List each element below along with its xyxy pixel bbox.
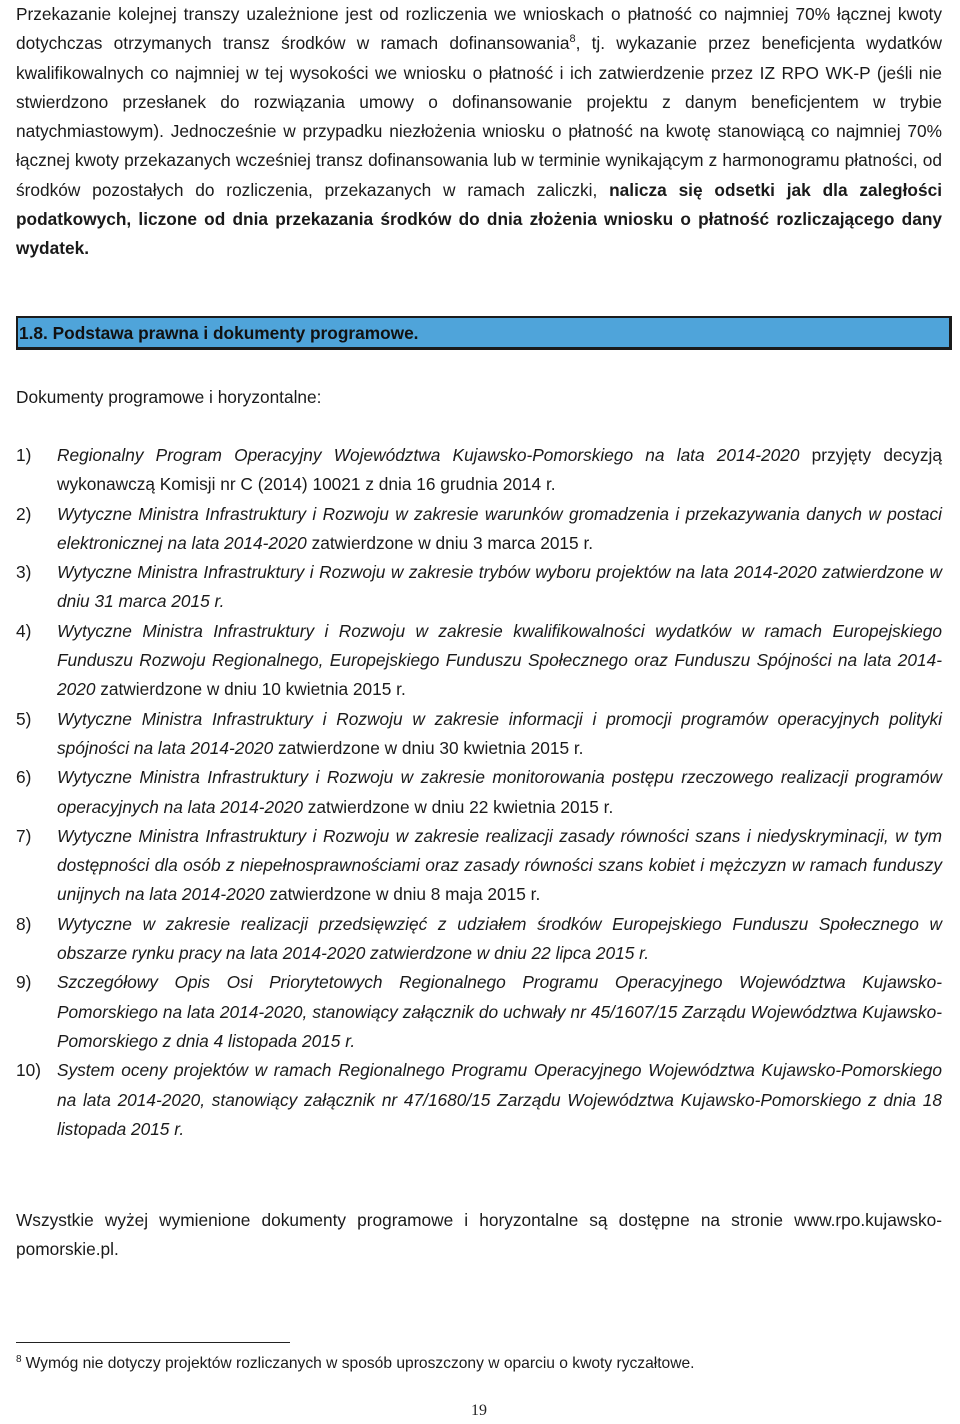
list-item-number: 10) <box>16 1060 41 1081</box>
document-title: Regionalny Program Operacyjny Województwa Kujawsko-Pomorskiego na lata 2014-2020 <box>57 445 800 465</box>
documents-list <box>16 441 942 1144</box>
documents-subheading: Dokumenty programowe i horyzontalne: <box>16 387 322 407</box>
intro-paragraph <box>16 0 942 264</box>
document-approval-note: przyjęty decyzją wykonawczą Komisji nr C (2014) 10021 z dnia 16 grudnia 2014 r. <box>57 445 942 495</box>
list-item-number: 7) <box>16 825 32 846</box>
document-page <box>16 0 942 1419</box>
document-title: Wytyczne Ministra Infrastruktury i Rozwoju w zakresie warunków gromadzenia i przekazywania danych w postaci elektronicznej na lata 2014-2020 <box>57 503 942 553</box>
document-title: System oceny projektów w ramach Regionalnego Programu Operacyjnego Województwa Kujawsko-Pomorskiego na lata 2014-2020, stanowiący załącznik nr 47/1680/15 Zarządu Województwa Kujawsko-Pomorskiego z dnia 18 listopada 2015 r. <box>57 1060 942 1139</box>
intro-text-part2: , tj. wykazanie przez beneficjenta wydatków kwalifikowalnych co najmniej w tej wysokości we wniosku o płatność i ich zatwierdzenie przez IZ RPO WK-P (jeśli nie stwierdzono przesłanek do rozwiązania umowy o dofinansowanie projektu z danym beneficjentem w trybie natychmiastowym). Jednocześnie w przypadku niezłożenia wniosku o płatność na kwotę stanowiącą co najmniej 70% łącznej kwoty przekazanych wcześniej transz dofinansowania lub w terminie wynikającym z harmonogramu płatności, od środków pozostałych do rozliczenia, przekazanych w ramach zaliczki, <box>16 33 942 200</box>
document-title: Wytyczne Ministra Infrastruktury i Rozwoju w zakresie realizacji zasady równości szans i niedyskryminacji, w tym dostępności dla osób z niepełnosprawnościami oraz zasady równości szans kobiet i mężczyzn w ramach funduszy unijnych na lata 2014-2020 <box>57 825 942 905</box>
document-list-item <box>16 617 942 705</box>
document-title: Wytyczne Ministra Infrastruktury i Rozwoju w zakresie monitorowania postępu rzeczowego realizacji programów operacyjnych na lata 2014-2020 <box>57 767 942 817</box>
document-list-item <box>16 910 942 969</box>
document-approval-note: zatwierdzone w dniu 3 marca 2015 r. <box>306 532 594 553</box>
footnote-divider <box>16 1342 290 1343</box>
document-list-item <box>16 441 942 500</box>
list-item-number: 4) <box>16 620 32 641</box>
document-title: Szczegółowy Opis Osi Priorytetowych Regionalnego Programu Operacyjnego Województwa Kujawsko-Pomorskiego na lata 2014-2020, stanowiący załącznik do uchwały nr 45/1607/15 Zarządu Województwa Kujawsko-Pomorskiego z dnia 4 listopada 2015 r. <box>57 972 942 1051</box>
intro-text-part1: Przekazanie kolejnej transzy uzależnione jest od rozliczenia we wnioskach o płatność co najmniej 70% łącznej kwoty dotychczas otrzymanych transz środków w ramach dofinansowania <box>16 4 942 54</box>
document-list-item <box>16 763 942 822</box>
list-item-number: 2) <box>16 503 32 524</box>
document-approval-note: zatwierdzone w dniu 30 kwietnia 2015 r. <box>273 737 584 758</box>
document-list-item <box>16 558 942 617</box>
section-heading-text: 1.8. Podstawa prawna i dokumenty programowe. <box>19 323 419 343</box>
document-approval-note: zatwierdzone w dniu 10 kwietnia 2015 r. <box>95 679 406 700</box>
document-list-item <box>16 968 942 1056</box>
document-list-item <box>16 822 942 910</box>
document-title: Wytyczne Ministra Infrastruktury i Rozwoju w zakresie informacji i promocji programów operacyjnych polityki spójności na lata 2014-2020 <box>57 708 942 758</box>
list-item-number: 3) <box>16 562 32 583</box>
document-list-item <box>16 500 942 559</box>
document-list-item <box>16 1056 942 1144</box>
list-item-number: 5) <box>16 708 32 729</box>
list-item-number: 1) <box>16 445 32 465</box>
document-title: Wytyczne w zakresie realizacji przedsięwzięć z udziałem środków Europejskiego Funduszu Społecznego w obszarze rynku pracy na lata 2014-2020 zatwierdzone w dniu 22 lipca 2015 r. <box>57 913 942 964</box>
document-title: Wytyczne Ministra Infrastruktury i Rozwoju w zakresie trybów wyboru projektów na lata 2014-2020 zatwierdzone w dniu 31 marca 2015 r. <box>57 562 942 612</box>
footnote-text: Wymóg nie dotyczy projektów rozliczanych w sposób uproszczony w oparciu o kwoty ryczałtowe. <box>25 1355 695 1372</box>
footnote-marker: 8 <box>16 1354 22 1365</box>
list-item-number: 6) <box>16 767 32 788</box>
list-item-number: 9) <box>16 972 32 993</box>
intro-bold-text: nalicza się odsetki jak dla zaległości podatkowych, liczone od dnia przekazania środków do dnia złożenia wniosku o płatność rozliczającego dany wydatek. <box>16 179 942 259</box>
footnote-reference[interactable]: 8 <box>569 33 576 46</box>
page-number: 19 <box>471 1402 487 1419</box>
document-approval-note: zatwierdzone w dniu 8 maja 2015 r. <box>264 884 541 905</box>
closing-paragraph: Wszystkie wyżej wymienione dokumenty programowe i horyzontalne są dostępne na stronie www.rpo.kujawsko-pomorskie.pl. <box>16 1210 942 1260</box>
footnote <box>16 1353 695 1375</box>
document-title: Wytyczne Ministra Infrastruktury i Rozwoju w zakresie kwalifikowalności wydatków w ramach Europejskiego Funduszu Rozwoju Regionalnego, Europejskiego Funduszu Społecznego oraz Funduszu Spójności na lata 2014-2020 <box>57 620 942 700</box>
document-list-item <box>16 705 942 764</box>
list-item-number: 8) <box>16 913 32 934</box>
document-approval-note: zatwierdzone w dniu 22 kwietnia 2015 r. <box>302 796 614 817</box>
section-heading-bar <box>16 316 952 350</box>
